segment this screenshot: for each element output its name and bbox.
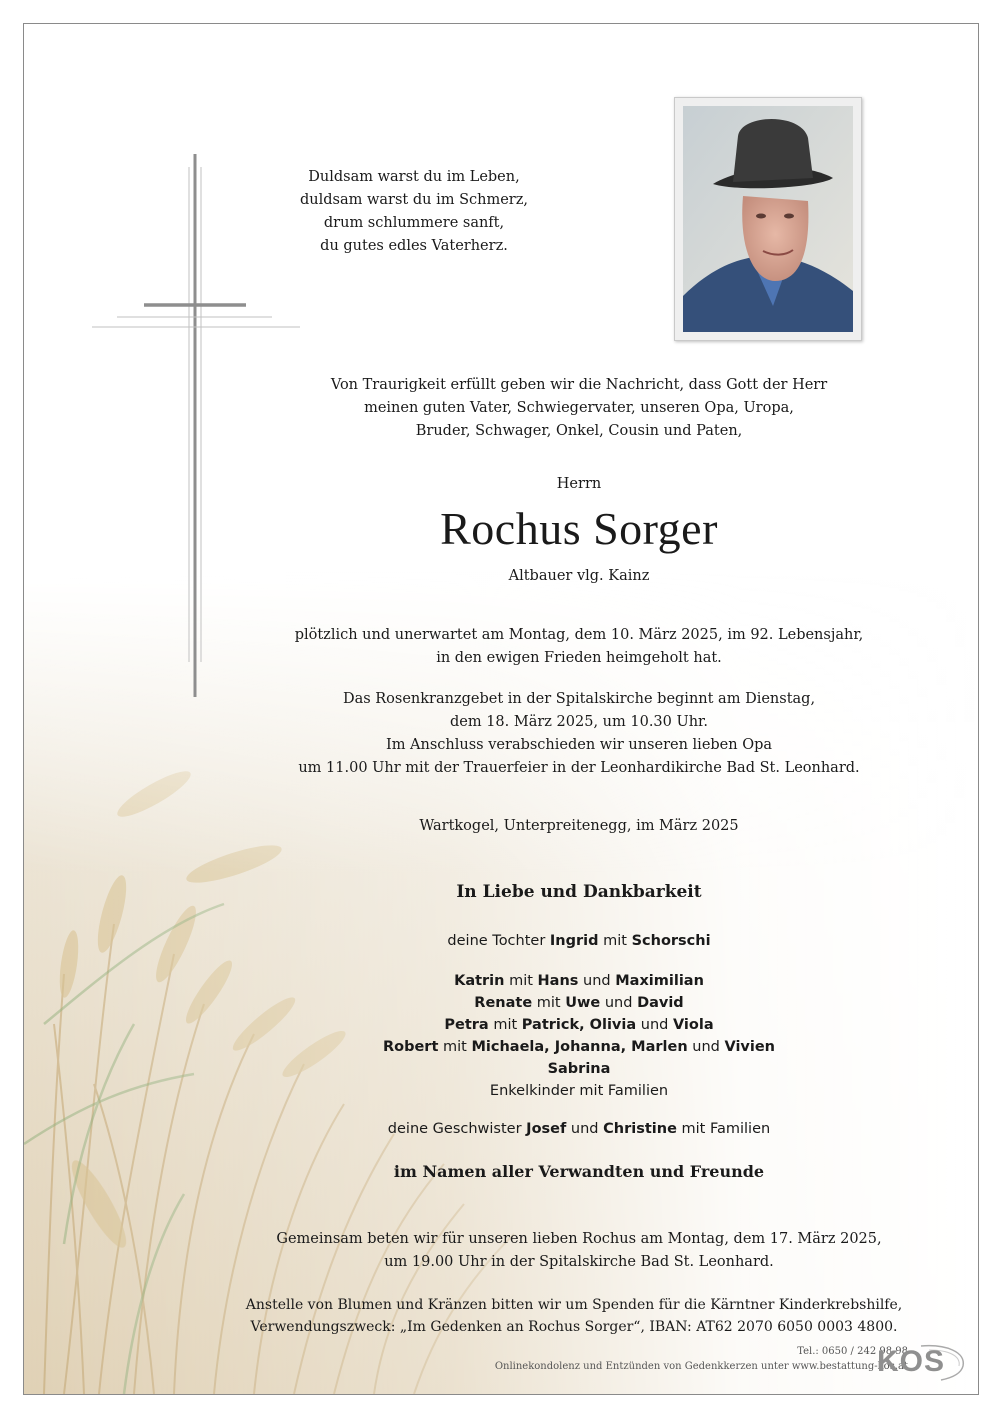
prayer-notice (214, 1228, 944, 1274)
family-row (214, 1036, 944, 1058)
deceased-name: Rochus Sorger (440, 503, 718, 554)
family-name: Maximilian (615, 973, 704, 989)
intro-line: meinen guten Vater, Schwiegervater, unseren Opa, Uropa, (364, 400, 794, 416)
deceased-occupation: Altbauer vlg. Kainz (508, 568, 650, 584)
death-notice (214, 624, 944, 670)
family-text: und (692, 1039, 720, 1055)
family-siblings (214, 1118, 944, 1140)
donation-line: Verwendungszweck: „Im Gedenken an Rochus Sorger“, IBAN: AT62 2070 6050 0003 4800. (250, 1319, 898, 1335)
family-text: deine Geschwister (387, 1121, 522, 1137)
family-text: Enkelkinder mit Familien (489, 1083, 669, 1099)
poem (204, 166, 624, 258)
family-name: Patrick, Olivia (521, 1017, 637, 1033)
family-text: deine Tochter (447, 933, 546, 949)
portrait-photo-frame (674, 97, 862, 341)
death-notice-line: plötzlich und unerwartet am Montag, dem 10. März 2025, im 92. Lebensjahr, (294, 627, 864, 643)
intro-line: Bruder, Schwager, Onkel, Cousin und Paten, (415, 423, 743, 439)
salutation: Herrn (556, 476, 602, 492)
footer-contact (495, 1344, 908, 1374)
rosary-line: dem 18. März 2025, um 10.30 Uhr. (449, 714, 708, 730)
family-name: Renate (474, 995, 533, 1011)
family-text: mit (509, 973, 533, 989)
death-notice-line: in den ewigen Frieden heimgeholt hat. (436, 650, 722, 666)
family-text: mit (443, 1039, 467, 1055)
donation-line: Anstelle von Blumen und Kränzen bitten wir um Spenden für die Kärntner Kinderkrebshilfe, (245, 1297, 903, 1313)
portrait-photo (683, 106, 853, 332)
family-name: Petra (444, 1017, 489, 1033)
rosary-line: Das Rosenkranzgebet in der Spitalskirche beginnt am Dienstag, (342, 691, 816, 707)
family-text: und (640, 1017, 669, 1033)
obituary-page (23, 23, 979, 1395)
rosary-notice (214, 688, 944, 780)
poem-line: Duldsam warst du im Leben, (308, 169, 520, 185)
poem-line: drum schlummere sanft, (323, 215, 505, 231)
donation-notice (174, 1294, 974, 1338)
family-text: mit (603, 933, 627, 949)
rosary-line: Im Anschluss verabschieden wir unseren lieben Opa (385, 737, 773, 753)
thanks-heading: In Liebe und Dankbarkeit (456, 882, 702, 902)
family-name: Katrin (454, 973, 505, 989)
family-name: David (637, 995, 684, 1011)
family-row (214, 1014, 944, 1036)
poem-line: du gutes edles Vaterherz. (320, 238, 508, 254)
family-name: Christine (603, 1121, 677, 1137)
footer-online: Onlinekondolenz und Entzünden von Gedenkkerzen unter www.bestattung-kos.at (494, 1361, 908, 1372)
family-name: Josef (526, 1121, 567, 1137)
family-name: Schorschi (631, 933, 711, 949)
family-text: und (570, 1121, 599, 1137)
family-row (214, 1080, 944, 1102)
intro-line: Von Traurigkeit erfüllt geben wir die Nachricht, dass Gott der Herr (330, 377, 828, 393)
family-name: Ingrid (549, 933, 599, 949)
rosary-line: um 11.00 Uhr mit der Trauerfeier in der Leonhardikirche Bad St. Leonhard. (298, 760, 860, 776)
family-text: und (604, 995, 633, 1011)
poem-line: duldsam warst du im Schmerz, (300, 192, 528, 208)
family-text: mit (536, 995, 561, 1011)
family-text: und (583, 973, 611, 989)
family-row (214, 1058, 944, 1080)
family-name: Robert (382, 1039, 439, 1055)
family-row (214, 970, 944, 992)
family-name: Viola (672, 1017, 714, 1033)
prayer-line: Gemeinsam beten wir für unseren lieben Rochus am Montag, dem 17. März 2025, (276, 1231, 882, 1247)
family-name: Michaela, Johanna, Marlen (471, 1039, 688, 1055)
family-text: mit (493, 1017, 518, 1033)
family-daughter (214, 930, 944, 952)
on-behalf-line: im Namen aller Verwandten und Freunde (393, 1162, 765, 1181)
family-name: Sabrina (547, 1061, 611, 1077)
family-text: mit Familien (681, 1121, 771, 1137)
family-name: Vivien (724, 1039, 776, 1055)
family-row (214, 992, 944, 1014)
family-name: Uwe (565, 995, 601, 1011)
prayer-line: um 19.00 Uhr in der Spitalskirche Bad St. Leonhard. (384, 1254, 774, 1270)
family-name: Hans (537, 973, 579, 989)
intro-text (214, 374, 944, 443)
logo-text: KOS (877, 1345, 946, 1378)
kos-logo (871, 1342, 971, 1382)
family-grandchildren (214, 970, 944, 1102)
footer-phone: Tel.: 0650 / 242 98 98 (797, 1346, 908, 1357)
place-date: Wartkogel, Unterpreitenegg, im März 2025 (419, 818, 739, 834)
